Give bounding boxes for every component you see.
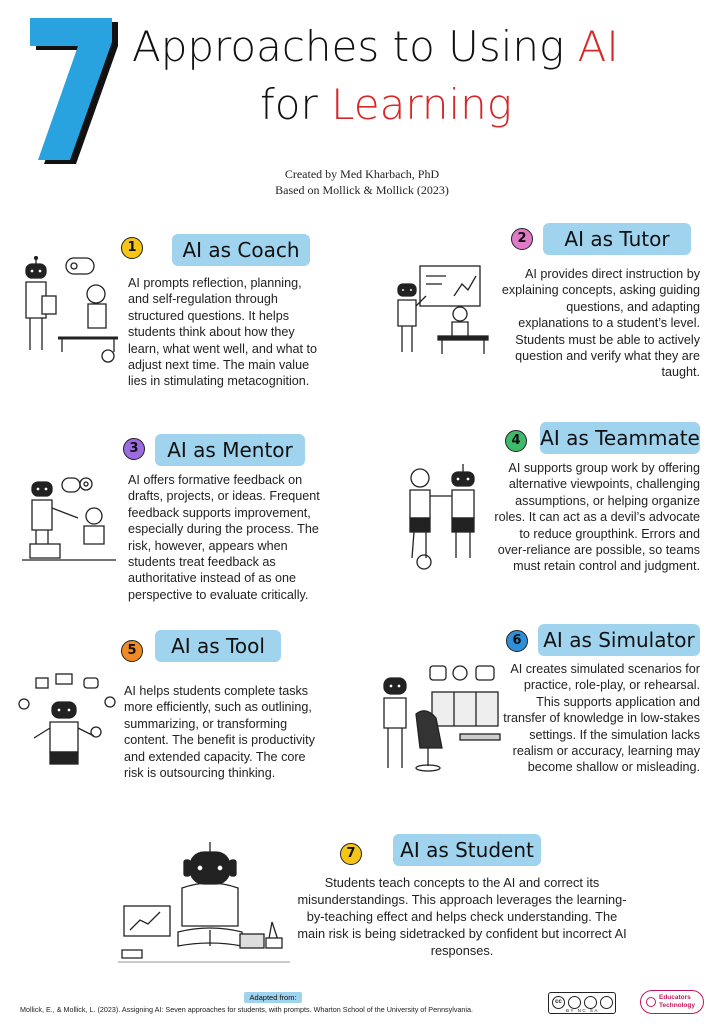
- robot-coach-illustration-icon: [18, 256, 120, 368]
- section-3-number-badge: 3: [123, 438, 145, 460]
- license-label: BY NC SA: [566, 1008, 599, 1013]
- credits: [0, 166, 724, 198]
- cc-license-badge: [548, 992, 616, 1014]
- section-5-title: AI as Tool: [155, 630, 281, 662]
- section-6-number-badge: 6: [506, 630, 528, 652]
- title-part2: for: [260, 80, 318, 129]
- brand-line2: Technology: [659, 1002, 695, 1009]
- number-seven-graphic: [22, 16, 122, 166]
- section-4-text: AI supports group work by offering alternative viewpoints, challenging assumptions, or helping organize roles. It can act as a devil’s advocate to reduce groupthink. Errors and over-reliance are possible, so teams must retain control and judgment.: [494, 461, 700, 574]
- adapted-from-label: Adapted from:: [244, 992, 302, 1003]
- brand-dot-icon: [646, 997, 656, 1007]
- title-highlight-learning: Learning: [331, 80, 512, 129]
- section-6-title: AI as Simulator: [538, 624, 700, 656]
- section-4-title: AI as Teammate: [540, 422, 700, 454]
- sa-icon: [600, 996, 613, 1009]
- created-by: Created by Med Kharbach, PhD: [284, 167, 440, 181]
- section-7-text: Students teach concepts to the AI and correct its misunderstandings. This approach leverages the learning-by-teaching effect and helps check understanding. The main risk is being sidetracked by confident but incorrect AI responses.: [297, 875, 627, 958]
- section-2-number-badge: 2: [511, 228, 533, 250]
- section-7-title: AI as Student: [393, 834, 541, 866]
- section-7-number-badge: 7: [340, 843, 362, 865]
- robot-student-illustration-icon: [118, 838, 290, 970]
- based-on: Based on Mollick & Mollick (2023): [275, 183, 449, 197]
- robot-tool-illustration-icon: [14, 672, 118, 772]
- title-part1: Approaches to Using: [132, 22, 565, 71]
- cc-icon: cc: [552, 996, 565, 1009]
- section-1-number-badge: 1: [121, 237, 143, 259]
- header-number: 7: [22, 16, 23, 17]
- citation-text: Mollick, E., & Mollick, L. (2023). Assigning AI: Seven approaches for students, with prompts. Wharton School of the University of Pennsylvania.: [20, 1005, 474, 1014]
- robot-tutor-illustration-icon: [390, 262, 492, 356]
- section-4-number-badge: 4: [505, 430, 527, 452]
- robot-mentor-illustration-icon: [18, 474, 118, 568]
- page-title: [132, 22, 712, 130]
- section-5-number-badge: 5: [121, 640, 143, 662]
- brand-line1: Educators: [659, 994, 691, 1001]
- title-highlight-ai: AI: [577, 22, 619, 71]
- section-2-text: AI provides direct instruction by explaining concepts, asking guiding questions, and adapting explanations to a student’s level. Students must be able to actively question and verify what they are taught.: [501, 267, 700, 380]
- section-2-title: AI as Tutor: [543, 223, 691, 255]
- section-3-title: AI as Mentor: [155, 434, 305, 466]
- section-5-text: AI helps students complete tasks more efficiently, such as outlining, summarizing, or transforming content. The benefit is productivity and extended capacity. The core risk is outsourcing thinking.: [124, 684, 315, 781]
- robot-simulator-illustration-icon: [376, 664, 506, 776]
- section-6-text: AI creates simulated scenarios for practice, role-play, or rehearsal. This supports application and transfer of knowledge in low-stakes settings. If the simulation lacks realism or accuracy, learning may become shallow or misleading.: [503, 662, 700, 775]
- section-1-text: AI prompts reflection, planning, and self-regulation through structured questions. It helps students think about how they learn, what went well, and what to adjust next time. The main value lies in stimulating metacognition.: [128, 276, 318, 389]
- educators-technology-logo: [640, 990, 704, 1014]
- section-3-text: AI offers formative feedback on drafts, projects, or ideas. Frequent feedback supports improvement, especially during the process. The risk, however, appears when students treat feedback as authoritative instead of as one perspective to evaluate critically.: [128, 473, 320, 602]
- section-1-title: AI as Coach: [172, 234, 310, 266]
- robot-teammate-illustration-icon: [396, 460, 492, 572]
